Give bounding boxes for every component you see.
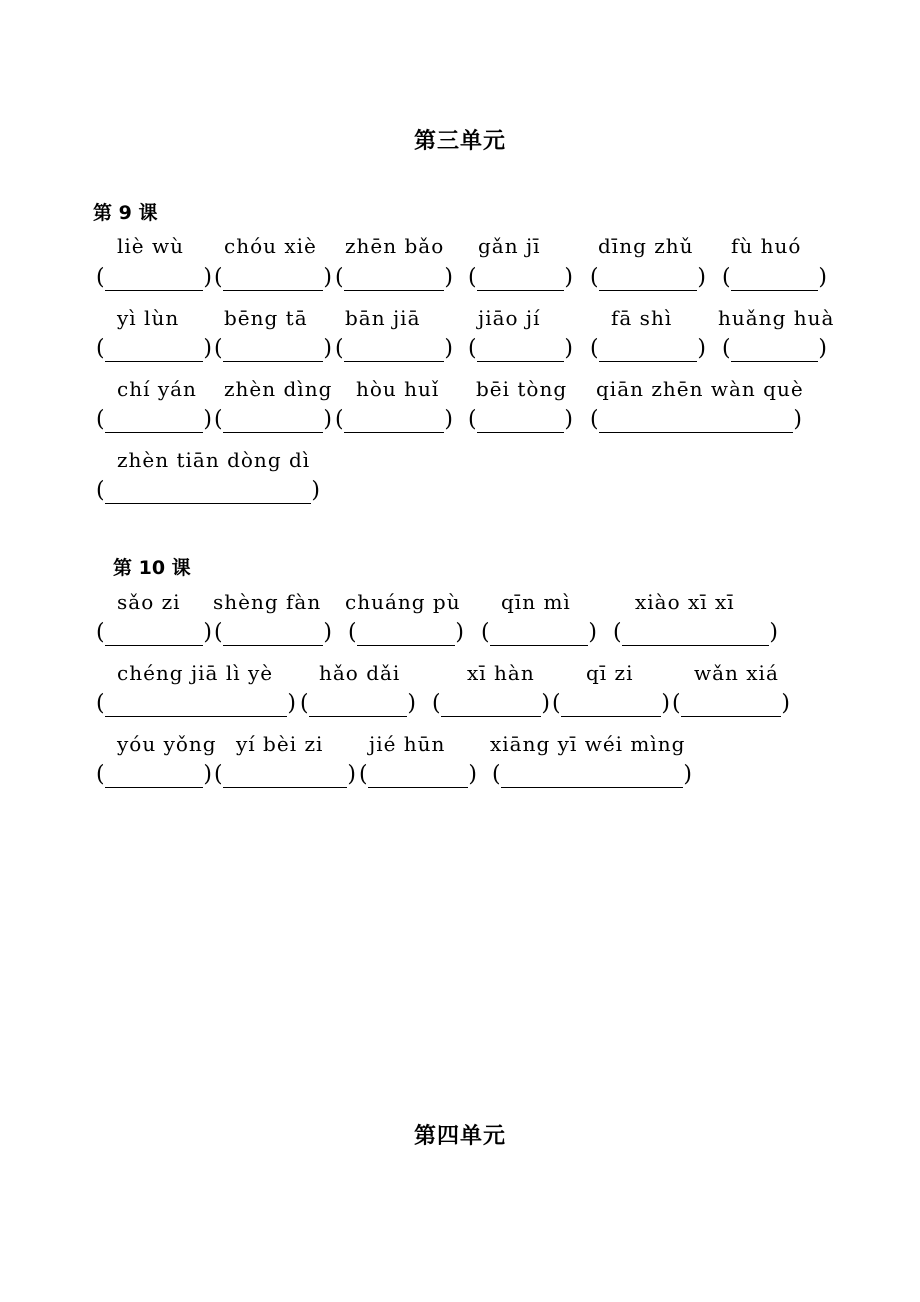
pinyin-word: bēng tā	[224, 306, 308, 330]
pinyin-word: hòu huǐ	[356, 377, 440, 401]
pinyin-word: yí bèi zi	[236, 732, 324, 756]
pinyin-word: fù huó	[731, 234, 802, 258]
pinyin-word: wǎn xiá	[694, 661, 779, 685]
pinyin-word: qiān zhēn wàn què	[596, 377, 804, 401]
pinyin-word: dīng zhǔ	[598, 234, 694, 258]
answer-blank[interactable]	[214, 336, 332, 366]
answer-row	[0, 265, 920, 299]
pinyin-word: xiāng yī wéi mìng	[490, 732, 686, 756]
pinyin-word: hǎo dǎi	[319, 661, 401, 685]
answer-blank[interactable]	[335, 407, 453, 437]
pinyin-word: bēi tòng	[476, 377, 568, 401]
pinyin-word: yì lùn	[117, 306, 180, 330]
answer-blank[interactable]	[590, 407, 802, 437]
answer-blank[interactable]	[214, 407, 332, 437]
answer-blank[interactable]	[214, 265, 332, 295]
pinyin-word: chí yán	[117, 377, 197, 401]
answer-blank[interactable]	[722, 265, 827, 295]
answer-blank[interactable]	[96, 620, 212, 650]
answer-blank[interactable]	[432, 691, 550, 721]
pinyin-word: jiāo jí	[478, 306, 541, 330]
answer-blank[interactable]	[96, 407, 212, 437]
answer-blank[interactable]	[335, 336, 453, 366]
pinyin-word: xī hàn	[467, 661, 535, 685]
answer-blank[interactable]	[96, 478, 320, 508]
pinyin-word: zhèn tiān dòng dì	[117, 448, 311, 472]
pinyin-word: zhèn dìng	[224, 377, 333, 401]
pinyin-row	[0, 447, 920, 481]
pinyin-row	[0, 376, 920, 410]
answer-blank[interactable]	[96, 691, 296, 721]
answer-blank[interactable]	[590, 265, 706, 295]
answer-blank[interactable]	[348, 620, 464, 650]
pinyin-word: fā shì	[611, 306, 673, 330]
answer-blank[interactable]	[613, 620, 778, 650]
answer-blank[interactable]	[468, 265, 573, 295]
answer-blank[interactable]	[552, 691, 670, 721]
answer-row	[0, 407, 920, 441]
pinyin-row	[0, 731, 920, 765]
pinyin-word: zhēn bǎo	[345, 234, 445, 258]
pinyin-word: jié hūn	[369, 732, 446, 756]
answer-blank[interactable]	[300, 691, 416, 721]
answer-blank[interactable]	[672, 691, 790, 721]
answer-row	[0, 478, 920, 512]
lesson-10-title: 第 10 课	[113, 557, 191, 579]
answer-row	[0, 620, 920, 654]
answer-blank[interactable]	[359, 762, 477, 792]
answer-blank[interactable]	[468, 407, 573, 437]
pinyin-word: qī zi	[586, 661, 634, 685]
pinyin-word: liè wù	[117, 234, 184, 258]
answer-blank[interactable]	[96, 336, 212, 366]
pinyin-word: xiào xī xī	[635, 590, 735, 614]
answer-blank[interactable]	[481, 620, 597, 650]
pinyin-word: huǎng huà	[718, 306, 835, 330]
answer-row	[0, 691, 920, 725]
pinyin-word: gǎn jī	[478, 234, 541, 258]
pinyin-word: sǎo zi	[117, 590, 181, 614]
answer-blank[interactable]	[590, 336, 706, 366]
pinyin-word: shèng fàn	[213, 590, 322, 614]
answer-blank[interactable]	[492, 762, 692, 792]
pinyin-word: bān jiā	[345, 306, 421, 330]
pinyin-word: chéng jiā lì yè	[117, 661, 274, 685]
pinyin-word: chuáng pù	[345, 590, 461, 614]
pinyin-word: yóu yǒng	[117, 732, 217, 756]
unit-3-title: 第三单元	[413, 129, 506, 154]
answer-blank[interactable]	[335, 265, 453, 295]
answer-row	[0, 336, 920, 370]
answer-blank[interactable]	[468, 336, 573, 366]
answer-blank[interactable]	[96, 265, 212, 295]
answer-blank[interactable]	[214, 620, 332, 650]
lesson-9-title: 第 9 课	[93, 202, 158, 224]
answer-blank[interactable]	[214, 762, 356, 792]
answer-blank[interactable]	[96, 762, 212, 792]
unit-4-title: 第四单元	[413, 1124, 506, 1149]
answer-row	[0, 762, 920, 796]
answer-blank[interactable]	[722, 336, 827, 366]
pinyin-word: chóu xiè	[224, 234, 317, 258]
pinyin-row	[0, 305, 920, 339]
pinyin-row	[0, 233, 920, 267]
pinyin-word: qīn mì	[501, 590, 571, 614]
